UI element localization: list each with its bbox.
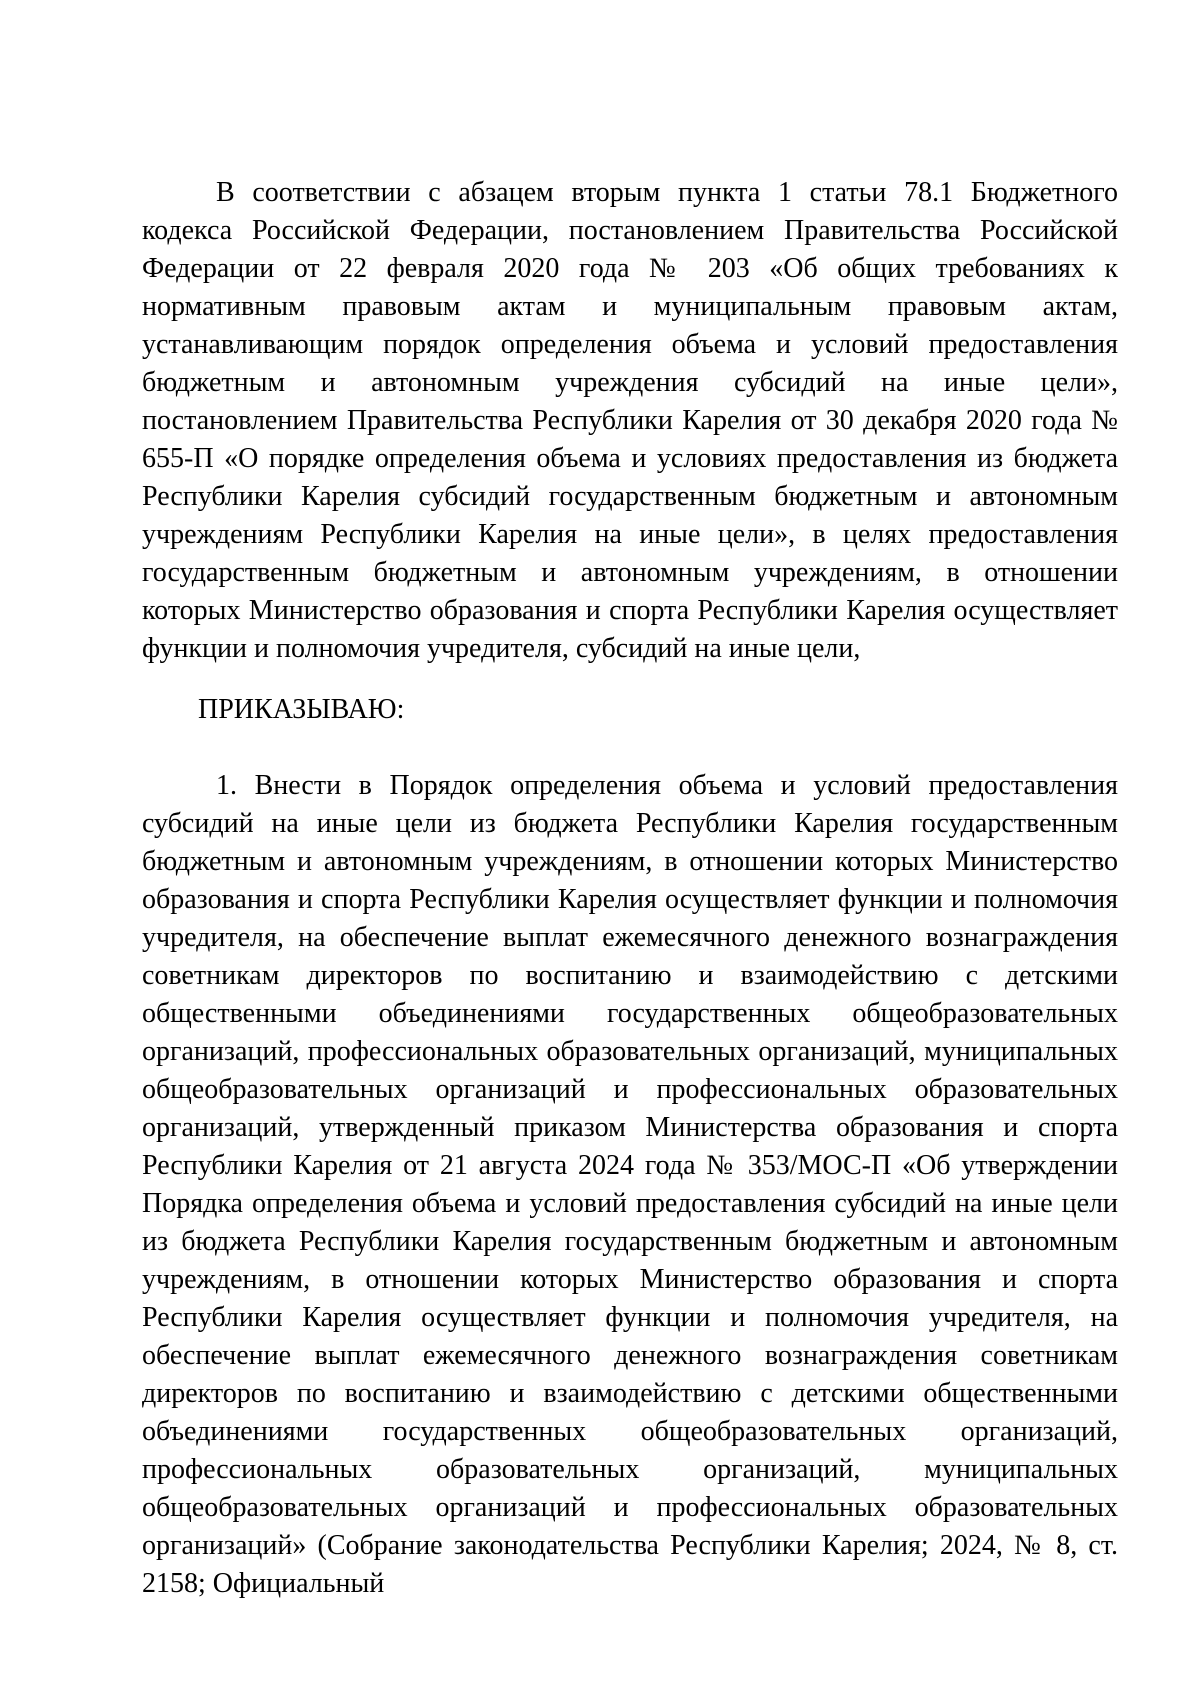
order-item-1: 1. Внести в Порядок определения объема и условий предоставления субсидий на иные цели из бюджета Республики Карелия государственным бюджетным и автономным учреждениям, в отношении которых Министерство образования и спорта Республики Карелия осуществляет функции и полномочия учредителя, на обеспечение выплат ежемесячного денежного вознаграждения советникам директоров по воспитанию и взаимодействию с детскими общественными объединениями государственных общеобразовательных организаций, профессиональных образовательных организаций, муниципальных общеобразовательных организаций и профессиональных образовательных организаций, утвержденный приказом Министерства образования и спорта Республики Карелия от 21 августа 2024 года № 353/МОС-П «Об утверждении Порядка определения объема и условий предоставления субсидий на иные цели из бюджета Республики Карелия государственным бюджетным и автономным учреждениям, в отношении которых Министерство образования и спорта Республики Карелия осуществляет функции и полномочия учредителя, на обеспечение выплат ежемесячного денежного вознаграждения советникам директоров по воспитанию и взаимодействию с детскими общественными объединениями государственных общеобразовательных организаций, профессиональных образовательных организаций, муниципальных общеобразовательных организаций и профессиональных образовательных организаций» (Собрание законодательства Республики Карелия; 2024, № 8, ст. 2158; Официальный bbox=[142, 770, 1118, 1599]
order-item-block bbox=[142, 767, 1118, 1603]
order-heading: ПРИКАЗЫВАЮ: bbox=[198, 694, 405, 725]
preamble-paragraph: В соответствии с абзацем вторым пункта 1 статьи 78.1 Бюджетного кодекса Российской Федерации, постановлением Правительства Российской Федерации от 22 февраля 2020 года № 203 «Об общих требованиях к нормативным правовым актам и муниципальным правовым актам, устанавливающим порядок определения объема и условий предоставления бюджетным и автономным учреждения субсидий на иные цели», постановлением Правительства Республики Карелия от 30 декабря 2020 года № 655-П «О порядке определения объема и условиях предоставления из бюджета Республики Карелия субсидий государственным бюджетным и автономным учреждениям Республики Карелия на иные цели», в целях предоставления государственным бюджетным и автономным учреждениям, в отношении которых Министерство образования и спорта Республики Карелия осуществляет функции и полномочия учредителя, субсидий на иные цели, bbox=[142, 177, 1118, 664]
preamble-block bbox=[142, 174, 1118, 668]
